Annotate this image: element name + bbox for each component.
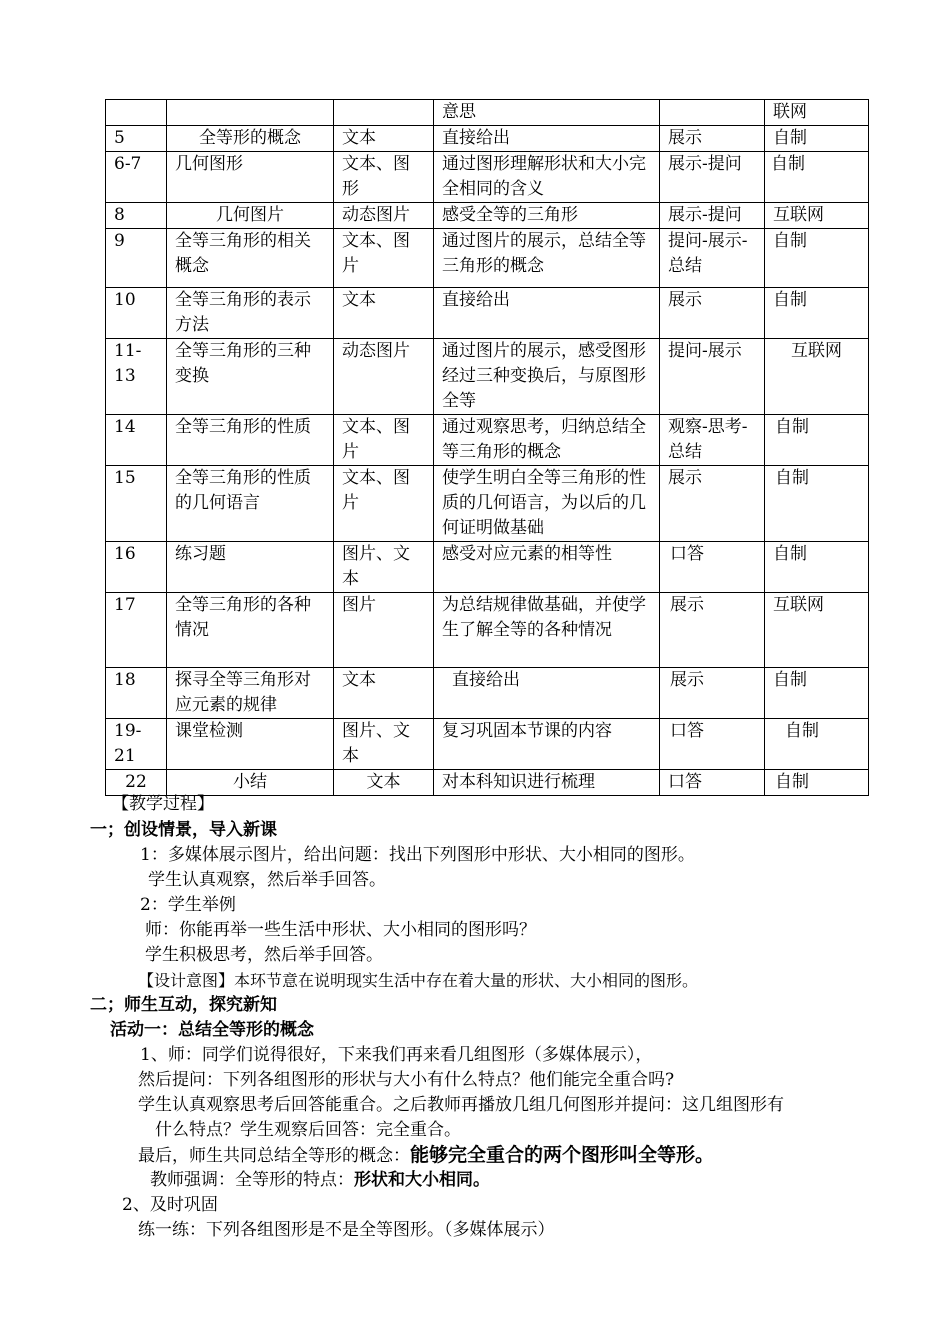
cell-media: 文本 [334, 288, 434, 339]
cell-title: 全等三角形的性质 [167, 415, 334, 466]
cell-purpose: 对本科知识进行梳理 [434, 770, 660, 796]
cell-media: 文本 [334, 668, 434, 719]
cell-title: 全等形的概念 [167, 126, 334, 152]
s1-line1: 1：多媒体展示图片，给出问题：找出下列图形中形状、大小相同的图形。 [140, 845, 695, 865]
cell-source: 自制 [765, 668, 869, 719]
a1-line6 [150, 1168, 490, 1193]
a1-line3: 学生认真观察思考后回答能重合。之后教师再播放几组几何图形并提问：这几组图形有 [138, 1095, 784, 1115]
cell-no: 5 [106, 126, 167, 152]
cell-media: 文本、图片 [334, 415, 434, 466]
section2-title: 二；师生互动，探究新知 [90, 995, 277, 1015]
activity1-title: 活动一：总结全等形的概念 [110, 1020, 314, 1040]
cell-source: 自制 [765, 770, 869, 796]
cell-source: 自制 [765, 126, 869, 152]
cell-method: 口答 [660, 542, 765, 593]
cell-source: 互联网 [765, 593, 869, 668]
cell-media: 文本、图形 [334, 152, 434, 203]
cell-no: 19-21 [106, 719, 167, 770]
table-row [106, 770, 869, 796]
cell-method: 展示 [660, 593, 765, 668]
table-row [106, 593, 869, 668]
cell-purpose: 通过观察思考，归纳总结全等三角形的概念 [434, 415, 660, 466]
a1-line4: 什么特点？学生观察后回答：完全重合。 [155, 1120, 461, 1140]
cell-source: 自制 [765, 719, 869, 770]
cell-purpose: 直接给出 [434, 668, 660, 719]
a1-line5-prefix: 最后，师生共同总结全等形的概念： [138, 1146, 410, 1166]
cell-title: 全等三角形的各种情况 [167, 593, 334, 668]
cell-no: 18 [106, 668, 167, 719]
cell-method: 观察-思考-总结 [660, 415, 765, 466]
cell-method: 展示 [660, 288, 765, 339]
table-row [106, 719, 869, 770]
table-row [106, 542, 869, 593]
congruent-definition: 能够完全重合的两个图形叫全等形。 [410, 1144, 715, 1166]
cell-title: 几何图形 [167, 152, 334, 203]
cell-method: 提问-展示-总结 [660, 229, 765, 288]
cell-purpose: 复习巩固本节课的内容 [434, 719, 660, 770]
table-row [106, 152, 869, 203]
cell-source: 互联网 [765, 203, 869, 229]
cell-media: 图片、文本 [334, 719, 434, 770]
a1-line6-prefix: 教师强调：全等形的特点： [150, 1170, 354, 1190]
cell-media: 文本、图片 [334, 466, 434, 542]
cell-media: 文本、图片 [334, 229, 434, 288]
cell-no: 6-7 [106, 152, 167, 203]
s1-line2: 学生认真观察，然后举手回答。 [148, 870, 386, 890]
cell-title: 课堂检测 [167, 719, 334, 770]
cell-source: 互联网 [765, 339, 869, 415]
cell-source: 自制 [765, 542, 869, 593]
cell-purpose: 直接给出 [434, 288, 660, 339]
cell-media: 文本 [334, 770, 434, 796]
cell-media: 动态图片 [334, 203, 434, 229]
table-row [106, 339, 869, 415]
cell-source: 自制 [765, 152, 869, 203]
cell-purpose: 通过图片的展示，总结全等三角形的概念 [434, 229, 660, 288]
cell-title: 小结 [167, 770, 334, 796]
s1-line4: 师：你能再举一些生活中形状、大小相同的图形吗？ [145, 920, 536, 940]
courseware-table [105, 99, 869, 796]
cell-title: 全等三角形的相关概念 [167, 229, 334, 288]
cell-source: 自制 [765, 229, 869, 288]
cell-purpose: 通过图形理解形状和大小完全相同的含义 [434, 152, 660, 203]
s1-line3: 2：学生举例 [140, 895, 236, 915]
s1-line5: 学生积极思考，然后举手回答。 [145, 945, 383, 965]
cell-media [334, 100, 434, 126]
cell-title: 练习题 [167, 542, 334, 593]
cell-method: 口答 [660, 770, 765, 796]
cell-no: 22 [106, 770, 167, 796]
process-heading: 【教学过程】 [112, 794, 214, 814]
congruent-feature: 形状和大小相同。 [354, 1170, 490, 1190]
cell-title [167, 100, 334, 126]
section1-title: 一；创设情景，导入新课 [90, 820, 277, 840]
cell-method: 展示 [660, 466, 765, 542]
table-row [106, 203, 869, 229]
design-intent: 【设计意图】本环节意在说明现实生活中存在着大量的形状、大小相同的图形。 [138, 971, 699, 990]
cell-source: 自制 [765, 415, 869, 466]
cell-no: 9 [106, 229, 167, 288]
cell-method [660, 100, 765, 126]
table-row [106, 229, 869, 288]
cell-purpose: 感受对应元素的相等性 [434, 542, 660, 593]
cell-no: 11-13 [106, 339, 167, 415]
cell-method: 展示 [660, 126, 765, 152]
cell-media: 动态图片 [334, 339, 434, 415]
cell-purpose: 为总结规律做基础，并使学生了解全等的各种情况 [434, 593, 660, 668]
cell-no: 17 [106, 593, 167, 668]
cell-title: 全等三角形的表示方法 [167, 288, 334, 339]
table-row [106, 415, 869, 466]
cell-method: 展示 [660, 668, 765, 719]
cell-purpose: 感受全等的三角形 [434, 203, 660, 229]
cell-method: 展示-提问 [660, 203, 765, 229]
a2-title: 2、及时巩固 [122, 1195, 218, 1215]
cell-title: 全等三角形的性质的几何语言 [167, 466, 334, 542]
table-row [106, 668, 869, 719]
cell-title: 探寻全等三角形对应元素的规律 [167, 668, 334, 719]
cell-title: 全等三角形的三种变换 [167, 339, 334, 415]
table-row [106, 100, 869, 126]
cell-title: 几何图片 [167, 203, 334, 229]
cell-source: 联网 [765, 100, 869, 126]
a1-line1: 1、师：同学们说得很好，下来我们再来看几组图形（多媒体展示）， [140, 1045, 653, 1065]
cell-no: 10 [106, 288, 167, 339]
cell-source: 自制 [765, 466, 869, 542]
table-row [106, 466, 869, 542]
cell-source: 自制 [765, 288, 869, 339]
cell-no [106, 100, 167, 126]
cell-no: 16 [106, 542, 167, 593]
table-row [106, 126, 869, 152]
a1-line5 [138, 1143, 714, 1169]
cell-no: 15 [106, 466, 167, 542]
a1-line2: 然后提问：下列各组图形的形状与大小有什么特点？他们能完全重合吗? [138, 1070, 675, 1090]
cell-purpose: 直接给出 [434, 126, 660, 152]
table-row [106, 288, 869, 339]
cell-media: 图片、文本 [334, 542, 434, 593]
cell-method: 提问-展示 [660, 339, 765, 415]
cell-purpose: 使学生明白全等三角形的性质的几何语言，为以后的几何证明做基础 [434, 466, 660, 542]
cell-method: 口答 [660, 719, 765, 770]
cell-no: 14 [106, 415, 167, 466]
cell-method: 展示-提问 [660, 152, 765, 203]
cell-purpose: 通过图片的展示，感受图形经过三种变换后，与原图形全等 [434, 339, 660, 415]
cell-media: 图片 [334, 593, 434, 668]
cell-no: 8 [106, 203, 167, 229]
cell-media: 文本 [334, 126, 434, 152]
cell-purpose: 意思 [434, 100, 660, 126]
a2-line1: 练一练：下列各组图形是不是全等图形。（多媒体展示） [138, 1220, 555, 1240]
